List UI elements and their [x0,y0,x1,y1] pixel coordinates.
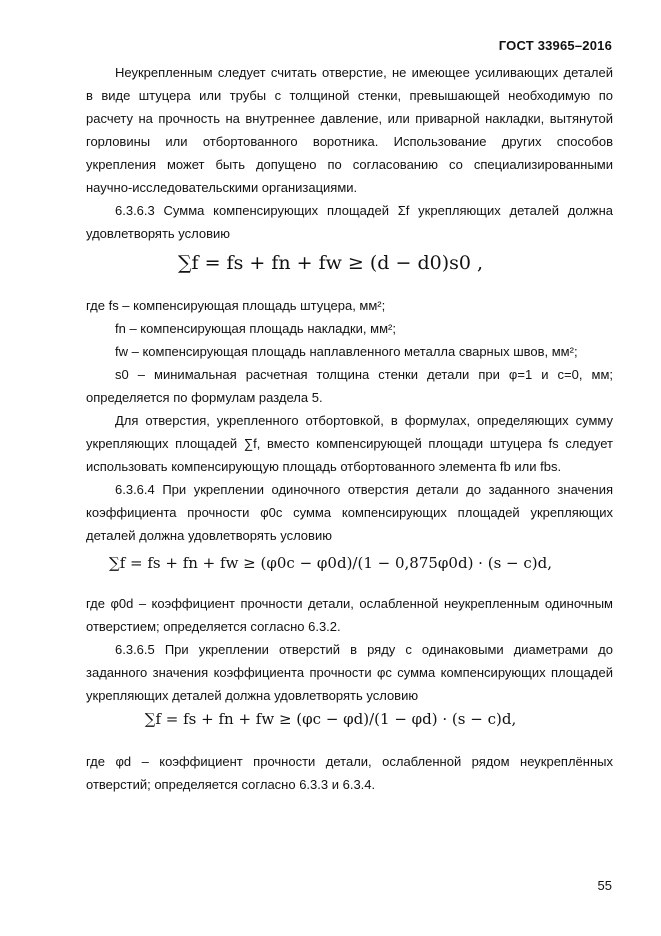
text-line: 6.3.6.5 При укреплении отверстий в ряду с одинаковыми диаметрами до [115,642,613,657]
where-item: где fs – компенсирующая площадь штуцера, мм²; [86,298,386,313]
where-list [86,294,613,409]
clause-6-3-6-4 [86,478,613,547]
text-line: научно-исследовательскими организациями. [86,180,358,195]
text-line: отверстием; определяется согласно 6.3.2. [86,619,341,634]
text-line: заданного значения коэффициента прочности φc сумма компенсирующих площадей [86,665,613,680]
where-item: fn – компенсирующая площадь накладки, мм²; [115,321,396,336]
text-line: горловины или отбортованного воротника. Использование других способов [86,134,613,149]
formula-row-of-openings: ∑f = fs + fn + fw ≥ (φc − φd)/(1 − φd) · (s − c)d, [144,710,517,728]
clause-6-3-6-3 [86,199,613,245]
text-line: укрепления может быть допущено по согласованию со специализированными [86,157,613,172]
text-line: использовать компенсирующую площадь отбортованного элемента fb или fbs. [86,459,562,474]
text-line: укрепляющих деталей должна удовлетворять условию [86,688,419,703]
page-number: 55 [597,878,612,893]
text-line: где φ0d – коэффициент прочности детали, ослабленной неукрепленным одиночным [86,596,613,611]
standard-header: ГОСТ 33965–2016 [498,38,612,53]
text-line: удовлетворять условию [86,226,231,241]
clause-6-3-6-4-where [86,592,613,638]
where-item: определяется по формулам раздела 5. [86,390,323,405]
text-line: расчету на прочность на внутреннее давление, или приварной накладки, вытянутой [86,111,613,126]
paragraph-unreinforced-definition [86,61,613,199]
text-line: отверстий; определяется согласно 6.3.3 и 6.3.4. [86,777,376,792]
text-line: Для отверстия, укрепленного отбортовкой, в формулах, определяющих сумму [115,413,613,428]
text-line: коэффициента прочности φ0c сумма компенсирующих площадей укрепляющих [86,505,613,520]
flange-note [86,409,613,478]
formula-single-opening: ∑f = fs + fn + fw ≥ (φ0c − φ0d)/(1 − 0,875φ0d) · (s − c)d, [108,554,552,572]
text-line: Неукрепленным следует считать отверстие, не имеющее усиливающих деталей [115,65,613,80]
where-item: fw – компенсирующая площадь наплавленного металла сварных швов, мм²; [115,344,578,359]
text-line: в виде штуцера или трубы с толщиной стенки, превышающей необходимую по [86,88,613,103]
text-line: укрепляющих площадей ∑f, вместо компенсирующей площади штуцера fs следует [86,436,613,451]
text-line: 6.3.6.3 Сумма компенсирующих площадей Σf укрепляющих деталей должна [115,203,613,218]
formula-sum-compensating-areas: ∑f = fs + fn + fw ≥ (d − d0)s0 , [177,252,484,274]
text-line: где φd – коэффициент прочности детали, ослабленной рядом неукреплённых [86,754,613,769]
clause-6-3-6-5 [86,638,613,707]
clause-6-3-6-5-where [86,750,613,796]
text-line: деталей должна удовлетворять условию [86,528,332,543]
where-item: s0 – минимальная расчетная толщина стенки детали при φ=1 и c=0, мм; [115,367,613,382]
text-line: 6.3.6.4 При укреплении одиночного отверстия детали до заданного значения [115,482,613,497]
